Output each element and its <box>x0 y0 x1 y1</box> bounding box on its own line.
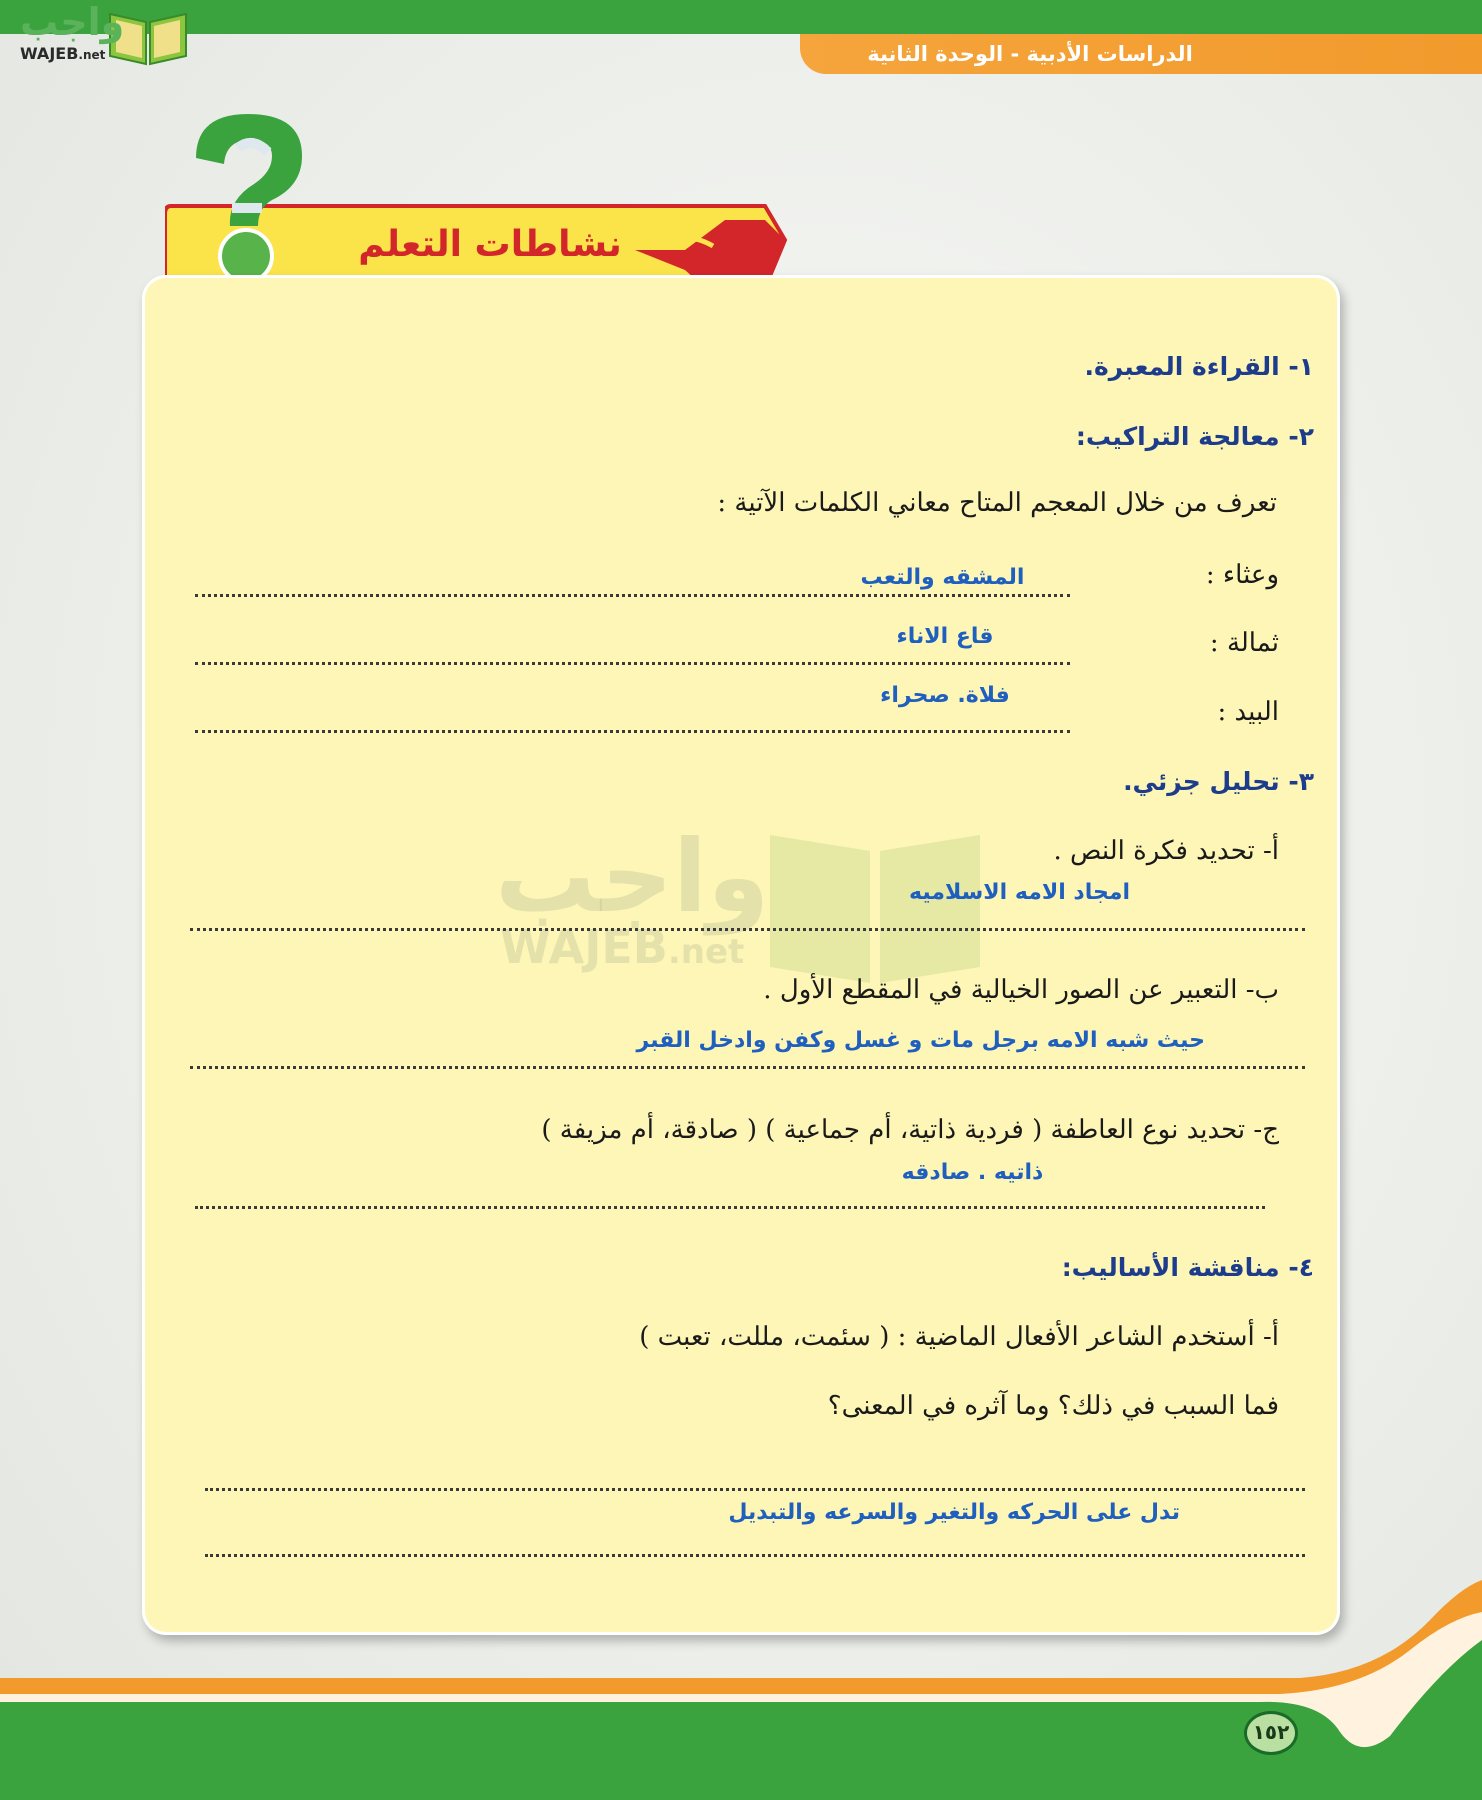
banner-title: نشاطات التعلم <box>358 224 622 265</box>
logo-arabic-text: واجب <box>20 0 125 44</box>
analysis-question: أ- تحديد فكرة النص . <box>1053 836 1279 866</box>
word-answer: فلاة. صحراء <box>880 683 1010 708</box>
answer-line <box>195 1206 1265 1209</box>
word-term: البيد : <box>1217 697 1279 727</box>
styles-answer: تدل على الحركه والتغير والسرعه والتبديل <box>728 1500 1180 1525</box>
watermark-arabic: واجب <box>495 818 770 935</box>
wajeb-logo[interactable] <box>8 2 190 66</box>
analysis-question: ج- تحديد نوع العاطفة ( فردية ذاتية، أم جماعية ) ( صادقة، أم مزيفة ) <box>541 1115 1279 1145</box>
answer-line <box>195 662 1070 665</box>
word-answer: المشقه والتعب <box>860 565 1025 590</box>
word-term: ثمالة : <box>1209 628 1279 658</box>
analysis-answer: حيث شبه الامه برجل مات و غسل وكفن وادخل القبر <box>636 1028 1205 1053</box>
answer-line <box>205 1488 1305 1491</box>
section-3-heading: ٣- تحليل جزئي. <box>1123 767 1314 796</box>
section-1-heading: ١- القراءة المعبرة. <box>1084 352 1314 381</box>
answer-line <box>190 1066 1305 1069</box>
watermark-english: WAJEB.net <box>500 920 745 974</box>
answer-line <box>195 730 1070 733</box>
styles-question-2: فما السبب في ذلك؟ وما آثره في المعنى؟ <box>827 1391 1279 1421</box>
section-2-instruction: تعرف من خلال المعجم المتاح معاني الكلمات الآتية : <box>717 488 1277 518</box>
analysis-answer: امجاد الامه الاسلاميه <box>909 880 1130 905</box>
answer-line <box>190 928 1305 931</box>
logo-english-text: WAJEB.net <box>20 44 106 63</box>
answer-line <box>195 594 1070 597</box>
word-term: وعثاء : <box>1205 560 1279 590</box>
top-green-bar <box>0 0 1482 34</box>
styles-question-1: أ- أستخدم الشاعر الأفعال الماضية : ( سئمت، مللت، تعبت ) <box>639 1322 1279 1352</box>
analysis-question: ب- التعبير عن الصور الخيالية في المقطع الأول . <box>763 975 1279 1005</box>
section-4-heading: ٤- مناقشة الأساليب: <box>1061 1253 1314 1282</box>
footer-decoration <box>0 1560 1482 1800</box>
word-answer: قاع الاناء <box>896 624 994 649</box>
page-header-title: الدراسات الأدبية - الوحدة الثانية <box>867 42 1193 66</box>
section-2-heading: ٢- معالجة التراكيب: <box>1075 422 1314 451</box>
question-mark-icon <box>182 108 322 288</box>
page-number: ١٥٢ <box>1244 1711 1298 1755</box>
analysis-answer: ذاتيه . صادقه <box>901 1160 1044 1185</box>
answer-line <box>205 1554 1305 1557</box>
